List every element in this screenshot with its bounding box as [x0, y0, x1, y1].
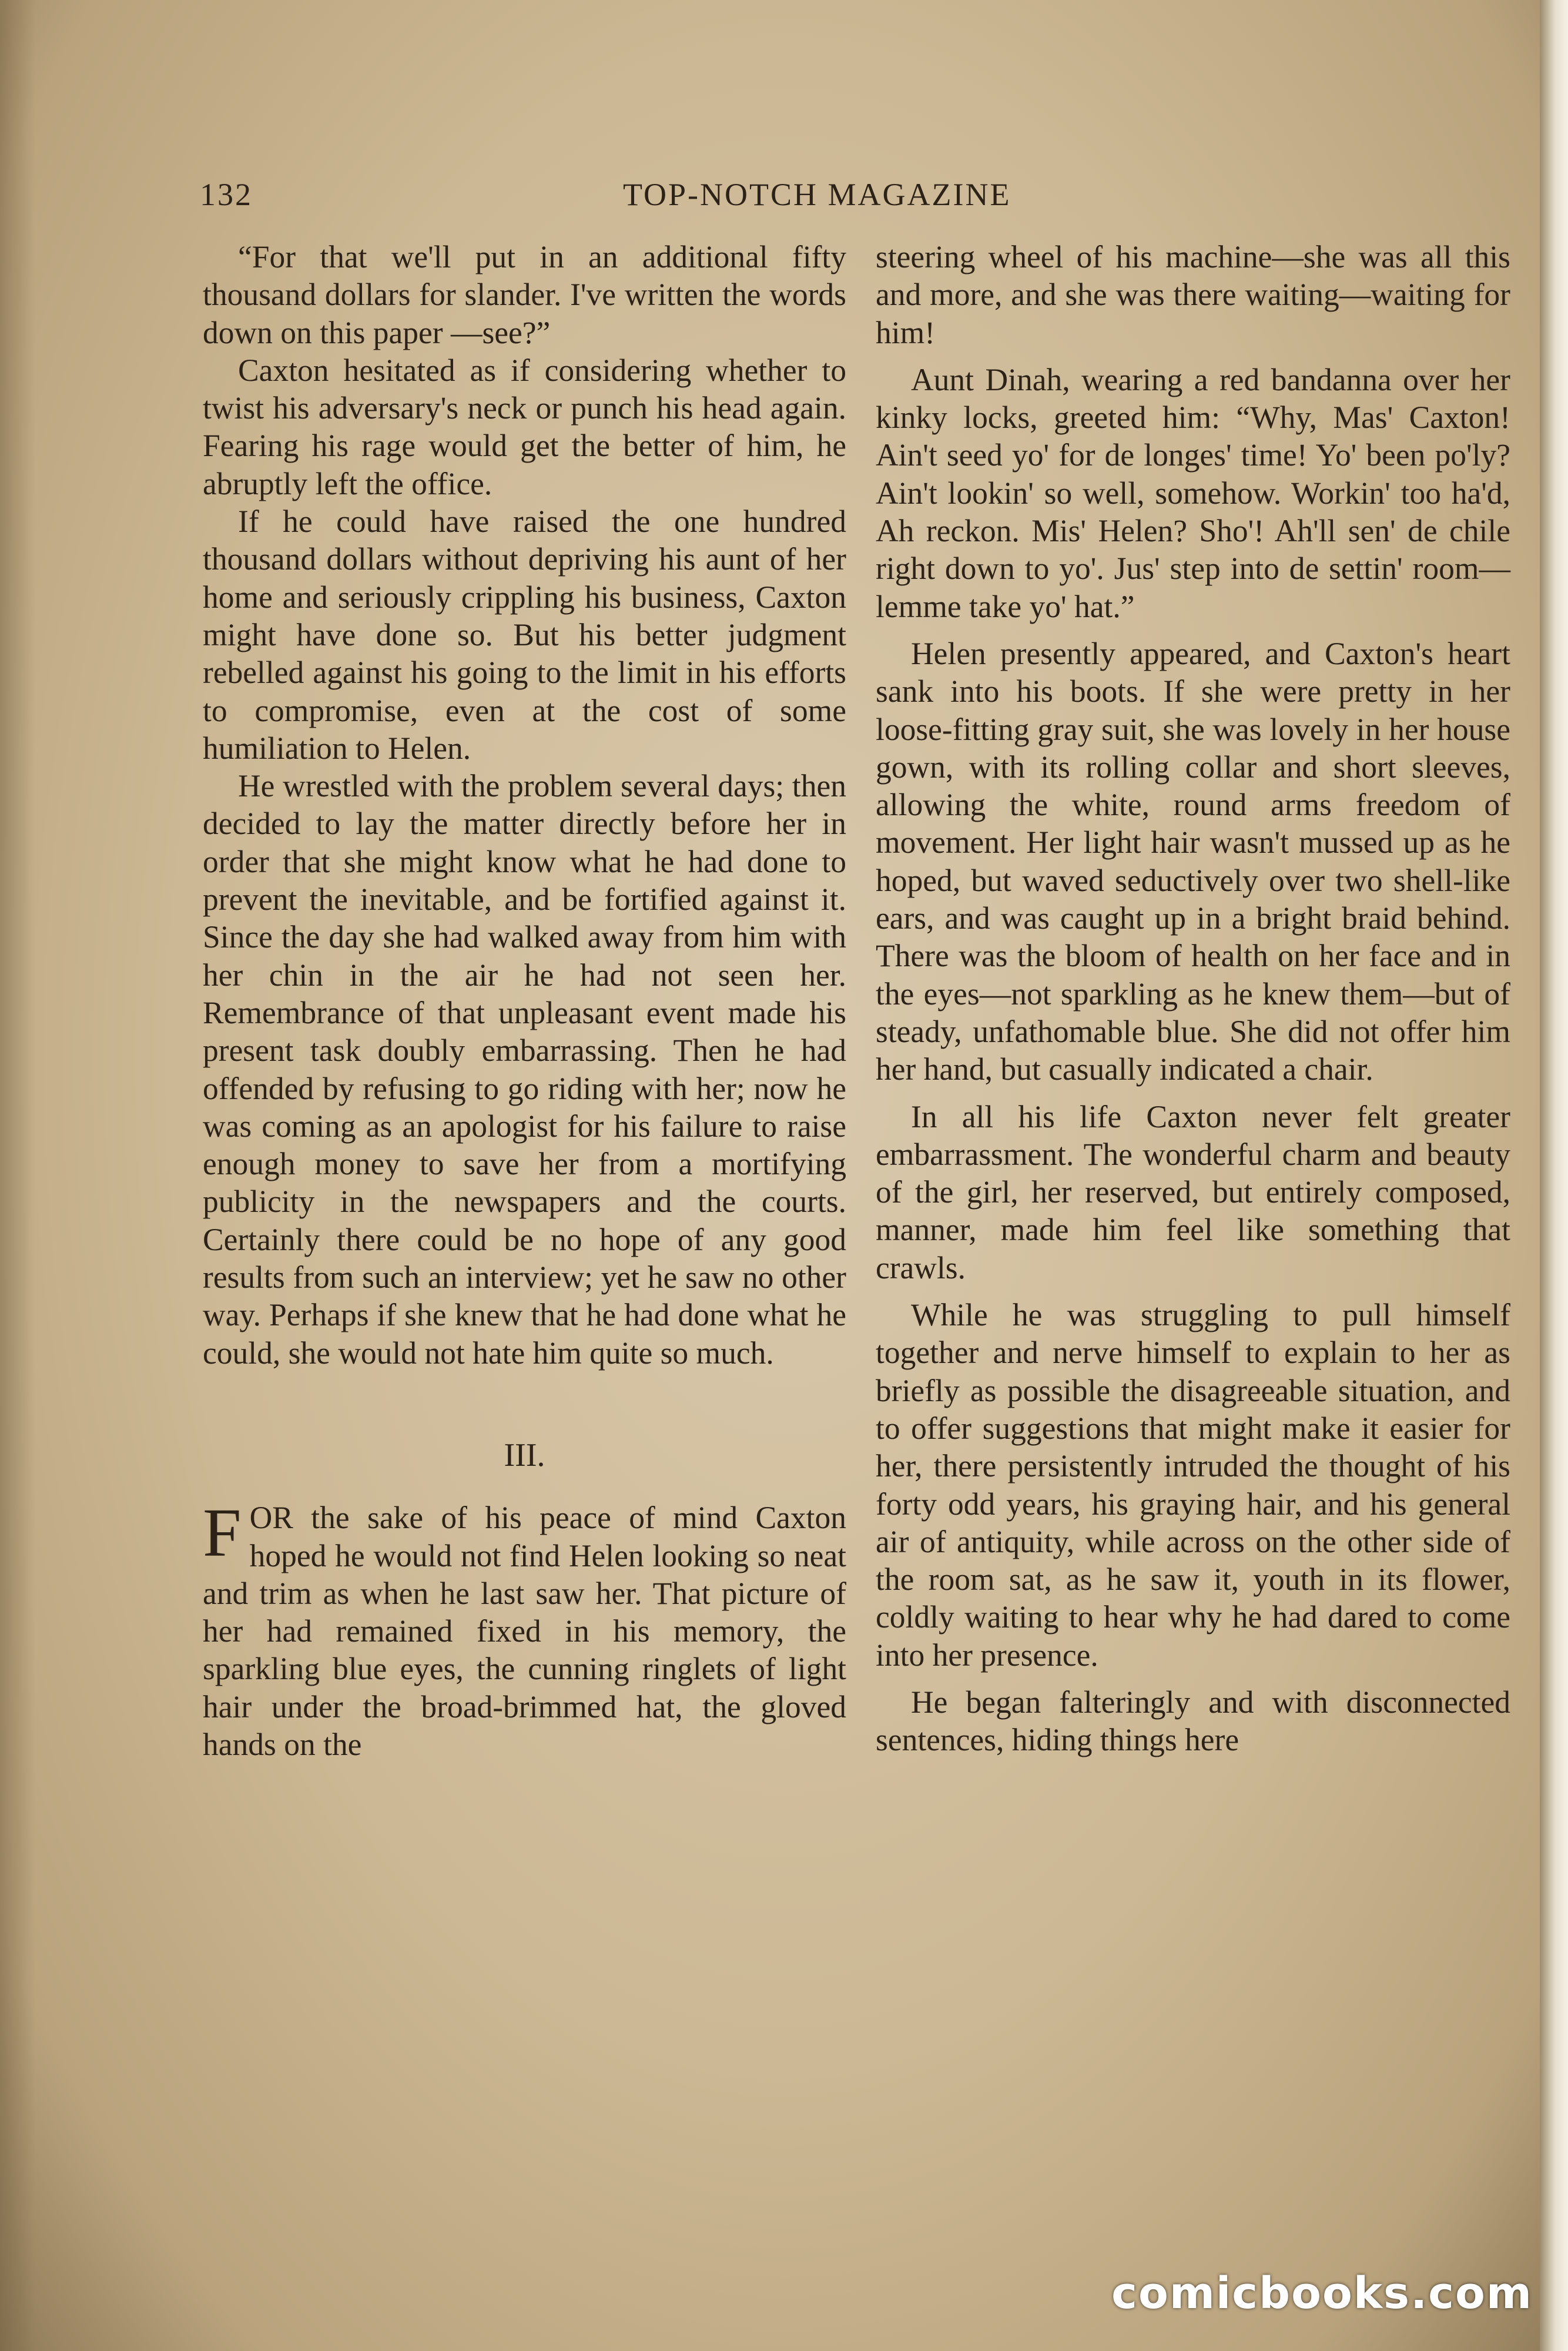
paragraph: Helen presently appeared, and Caxton's heart sank into his boots. If she were pretty in her loose-fitting gray suit, she was lovely in her house gown, with its rolling collar and short sleeves, allowing the white, round arms freedom of movement. Her light hair wasn't mussed up as he hoped, but waved seductively over two shell-like ears, and was caught up in a bright braid behind. There was the bloom of health on her face and in the eyes—not sparkling as he knew them—but of steady, unfathomable blue. She did not offer him her hand, but casually indicated a chair.	[876, 635, 1510, 1087]
paragraph: “For that we'll put in an additional fifty thousand dollars for slander. I've written the words down on this paper —see?”	[203, 239, 846, 350]
left-column	[203, 238, 846, 1763]
right-column	[876, 238, 1510, 1759]
paragraph: He wrestled with the problem several days; then decided to lay the matter directly before her in order that she might know what he had done to prevent the inevitable, and be fortified against it. Since the day she had walked away from him with her chin in the air he had not seen her. Remembrance of that unpleasant event made his present task doubly embarrassing. Then he had offended by refusing to go riding with her; now he was coming as an apologist for his failure to raise enough money to save her from a mortifying publicity in the newspapers and the courts. Certainly there could be no hope of any good results from such an interview; yet he saw no other way. Perhaps if she knew that he had done what he could, she would not hate him quite so much.	[203, 768, 846, 1371]
paragraph: In all his life Caxton never felt greater embarrassment. The wonderful charm and beauty of the girl, her reserved, but entirely composed, manner, made him feel like something that crawls.	[876, 1099, 1510, 1285]
paragraph: While he was struggling to pull himself together and nerve himself to explain to her as briefly as possible the disagreeable situation, and to offer suggestions that might make it easier for her, there persistently intruded the thought of his forty odd years, his graying hair, and his general air of antiquity, while across on the other side of the room sat, as he saw it, youth in its flower, coldly waiting to hear why he had dared to come into her presence.	[876, 1297, 1510, 1673]
watermark: comicbooks.com	[1111, 2268, 1533, 2319]
drop-cap: F	[203, 1494, 242, 1572]
paragraph: Aunt Dinah, wearing a red bandanna over her kinky locks, greeted him: “Why, Mas' Caxton! Ain't seed yo' for de longes' time! Yo' been po'ly? Ain't lookin' so well, somehow. Workin' too ha'd, Ah reckon. Mis' Helen? Sho'! Ah'll sen' de chile right down to yo'. Jus' step into de settin' room—lemme take yo' hat.”	[876, 361, 1510, 624]
section-heading: III.	[504, 1436, 545, 1473]
page-edge-right	[1540, 0, 1568, 2351]
paragraph-text: OR the sake of his peace of mind Caxton hoped he would not find Helen looking so neat and trim as when he last saw her. That picture of her had remained fixed in his memory, the sparkling blue eyes, the cunning ringlets of light hair under the broad-brimmed hat, the gloved hands on the	[203, 1500, 846, 1762]
paragraph-with-drop-cap	[203, 1494, 846, 1763]
page-number: 132	[200, 177, 253, 212]
page-shadow-left	[0, 0, 35, 2351]
paragraph: Caxton hesitated as if considering whether to twist his adversary's neck or punch his head again. Fearing his rage would get the better of him, he abruptly left the office.	[203, 352, 846, 501]
magazine-title: TOP-NOTCH MAGAZINE	[623, 177, 1011, 212]
paragraph: If he could have raised the one hundred thousand dollars without depriving his aunt of her home and seriously crippling his business, Caxton might have done so. But his better judgment rebelled against his going to the limit in his efforts to compromise, even at the cost of some humiliation to Helen.	[203, 504, 846, 766]
running-head	[200, 176, 1234, 223]
paragraph: steering wheel of his machine—she was all this and more, and she was there waiting—waiting for him!	[876, 239, 1510, 350]
paragraph: He began falteringly and with disconnected sentences, hiding things here	[876, 1684, 1510, 1758]
